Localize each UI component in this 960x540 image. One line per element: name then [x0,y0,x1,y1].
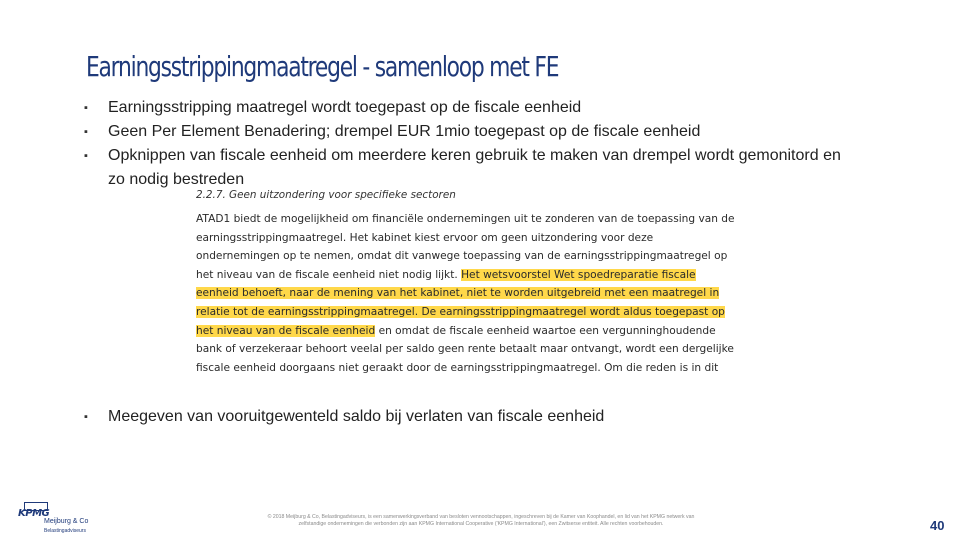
excerpt-line [196,210,735,229]
bullet-item [84,144,844,192]
bullet-item [84,120,844,144]
slide-title: Earningsstrippingmaatregel - samenloop met FE [86,50,559,83]
logo-tagline: Belastingadviseurs [44,528,86,534]
excerpt-line [196,359,721,378]
excerpt-line [196,284,721,303]
excerpt-text: earningsstrippingmaatregel. Het kabinet kiest ervoor om geen uitzondering voor deze [196,231,654,244]
bullet-marker: ▪ [84,102,88,114]
bullet-text: Meegeven van vooruitgewenteld saldo bij verlaten van fiscale eenheid [108,408,605,425]
excerpt-line [196,303,725,322]
bullet-text: Geen Per Element Benadering; drempel EUR 1mio toegepast op de fiscale eenheid [108,123,701,140]
excerpt-heading: 2.2.7. Geen uitzondering voor specifieke sectoren [196,189,456,201]
bullet-list [84,96,844,192]
excerpt-highlight: het niveau van de fiscale eenheid [196,324,376,337]
bullet-text: Opknippen van fiscale eenheid om meerdere keren gebruik te maken van drempel wordt gemonitord en zo nodig bestreden [108,147,841,188]
excerpt-line [196,266,721,285]
bullet-marker: ▪ [84,150,88,162]
excerpt-highlight: relatie tot de earningsstrippingmaatregel. De earningsstrippingmaatregel wordt aldus toegepast op [196,305,725,318]
bullet-item [84,96,844,120]
excerpt-line [196,340,734,359]
excerpt-highlight: Het wetsvoorstel Wet spoedreparatie fiscale [461,268,696,281]
excerpt-line [196,229,721,248]
excerpt-highlight: eenheid behoeft, naar de mening van het kabinet, niet te worden uitgebreid met een maatregel in [196,287,720,300]
bullet-marker: ▪ [84,411,88,423]
excerpt-line [196,247,728,266]
excerpt-line [196,322,721,341]
bullet-text: Earningsstripping maatregel wordt toegepast op de fiscale eenheid [108,99,582,116]
document-excerpt [196,188,735,374]
excerpt-text: ATAD1 biedt de mogelijkheid om financiële ondernemingen uit te zonderen van de toepassing van de [196,213,735,225]
excerpt-text: ondernemingen op te nemen, omdat dit vanwege toepassing van de earningsstrippingmaatregel op [196,250,728,263]
excerpt-text: en omdat de fiscale eenheid waartoe een vergunninghoudende [375,324,716,337]
logo-brand: KPMG [18,508,50,519]
excerpt-text: het niveau van de fiscale eenheid niet nodig lijkt. [196,268,462,281]
company-logo [14,502,94,536]
bullet-item [84,405,604,429]
bullet-marker: ▪ [84,126,88,138]
excerpt-text: fiscale eenheid doorgaans niet geraakt door de earningsstrippingmaatregel. Om die reden is in dit [196,361,719,374]
logo-firm-name: Meijburg & Co [44,518,89,525]
excerpt-text: bank of verzekeraar behoort veelal per saldo geen rente betaalt maar ontvangt, wordt een dergelijke [196,343,734,356]
footer-copyright: © 2018 Meijburg & Co, Belastingadviseurs, is een samenwerkingsverband van besloten vennootschappen, ingeschreven bij de Kamer van Koophandel, en lid van het KPMG netwerk van zelfstandige ondernemingen die verbonden zijn aan KPMG International Cooperative ('KPMG International'), een Zwitserse entiteit. Alle rechten voorbehouden. [267,514,695,527]
page-number: 40 [930,518,945,533]
